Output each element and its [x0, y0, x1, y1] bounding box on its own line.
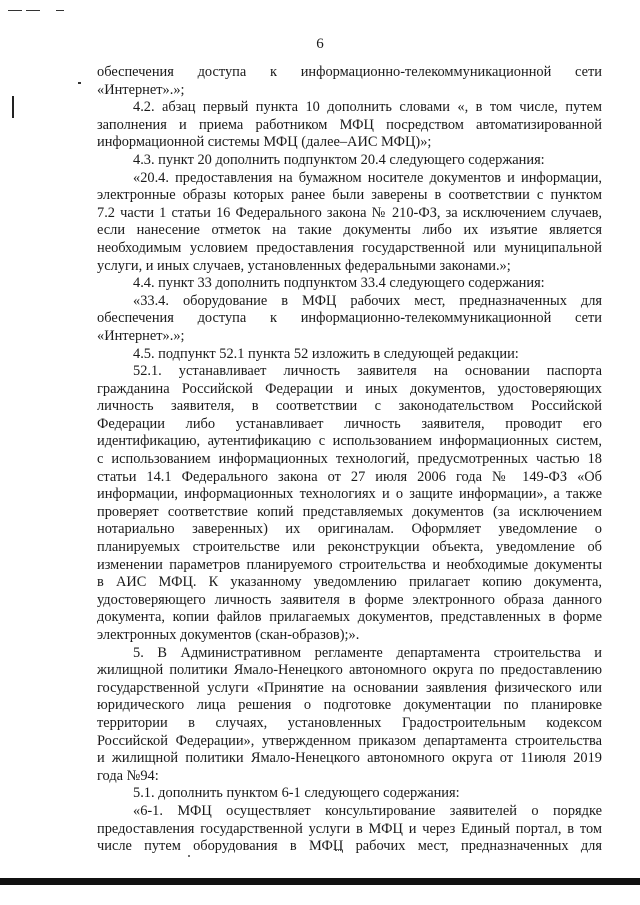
- text-line: числе путем оборудования в МФЦ рабочих мест, предназначенных для: [97, 838, 602, 855]
- text-line: 7.2 части 1 статьи 16 Федерального закона № 210-ФЗ, за исключением случаев,: [97, 204, 602, 221]
- text-line: документа, копии файлов прилагаемых документов, представленных в форме: [97, 609, 602, 626]
- text-line: личность заявителя, в соответствии с законодательством Российской: [97, 398, 602, 415]
- scan-bottom-edge: [0, 878, 640, 885]
- text-line: жилищной политики Ямало-Ненецкого автономного округа по предоставлению: [97, 662, 602, 679]
- text-line: информации, информационных технологиях и о защите информации», а также: [97, 486, 602, 503]
- text-line: и жилищной политики Ямало-Ненецкого автономного округа от 11июля 2019: [97, 750, 602, 767]
- text-line: 4.2. абзац первый пункта 10 дополнить словами «, в том числе, путем: [133, 99, 602, 116]
- text-line: «Интернет».»;: [97, 327, 185, 344]
- text-line: «Интернет».»;: [97, 81, 185, 98]
- text-line: нотариально заверенных) их оригиналам. Оформляет уведомление о: [97, 521, 602, 538]
- text-line: 4.4. пункт 33 дополнить подпунктом 33.4 следующего содержания:: [133, 275, 545, 292]
- text-line: 4.3. пункт 20 дополнить подпунктом 20.4 следующего содержания:: [133, 151, 545, 168]
- text-line: заполнения и приема работником МФЦ посредством автоматизированной: [97, 116, 602, 133]
- text-line: идентификацию, аутентификацию с использованием информационных систем,: [97, 433, 602, 450]
- text-line: 52.1. устанавливает личность заявителя на основании паспорта: [133, 363, 602, 380]
- text-line: услуги, и иных случаев, установленных федеральными законами.»;: [97, 257, 511, 274]
- text-line: «33.4. оборудование в МФЦ рабочих мест, предназначенных для: [133, 292, 602, 309]
- text-line: планируемых строительстве или реконструкции объекта, уведомление об: [97, 539, 602, 556]
- text-line: необходимым условием предоставления государственной или муниципальной: [97, 239, 602, 256]
- document-body: [97, 64, 602, 856]
- text-line: электронные образы которых ранее были заверены в соответствии с пунктом: [97, 187, 602, 204]
- text-line: проверяет соответствие копий представляемых документов (за исключением: [97, 503, 602, 520]
- text-line: года №94:: [97, 767, 159, 784]
- text-line: Российской Федерации», утвержденном приказом департамента строительства: [97, 732, 602, 749]
- text-line: удостоверяющего личность заявителя в форме электронного образа данного: [97, 591, 602, 608]
- text-line: электронных документов (скан-образов);».: [97, 627, 360, 643]
- text-line: Федерации либо устанавливает личность заявителя, проводит его: [97, 415, 602, 432]
- scan-speck: [188, 855, 190, 857]
- text-line: предоставления государственной услуги в МФЦ и через Единый портал, в том: [97, 820, 602, 837]
- text-line: государственной услуги «Принятие на основании заявления физического или: [97, 679, 602, 696]
- text-line: обеспечения доступа к информационно-телекоммуникационной сети: [97, 64, 602, 80]
- text-line: юридического лица решения о подготовке документации по планировке: [97, 697, 602, 714]
- text-line: 5. В Административном регламенте департамента строительства и: [133, 644, 602, 661]
- page-number: 6: [316, 36, 324, 52]
- scan-speck: [78, 82, 81, 84]
- text-line: «20.4. предоставления на бумажном носителе документов и информации,: [133, 169, 602, 186]
- scan-speck: [335, 850, 341, 853]
- text-line: территории в случаях, установленных Градостроительным кодексом: [97, 714, 602, 731]
- text-line: с использованием информационных технологий, предусмотренных частью 18: [97, 451, 602, 468]
- text-line: изменении параметров планируемого строительства и необходимые документы: [97, 556, 602, 573]
- text-line: статьи 14.1 Федерального закона от 27 июля 2006 года № 149-ФЗ «Об: [97, 468, 602, 485]
- text-line: 5.1. дополнить пунктом 6-1 следующего содержания:: [133, 785, 460, 802]
- text-line: если нанесение отметок на такие документы либо их изъятие является: [97, 222, 602, 239]
- text-line: 4.5. подпункт 52.1 пункта 52 изложить в следующей редакции:: [133, 345, 519, 362]
- text-line: обеспечения доступа к информационно-телекоммуникационной сети: [97, 310, 602, 327]
- text-line: гражданина Российской Федерации и иных документов, удостоверяющих: [97, 380, 602, 397]
- text-line: «6-1. МФЦ осуществляет консультирование заявителей о порядке: [133, 802, 602, 819]
- text-line: в АИС МФЦ. К указанному уведомлению прилагает копию документа,: [97, 574, 602, 591]
- scan-margin-mark: [12, 96, 14, 118]
- text-line: информационной системы МФЦ (далее–АИС МФЦ)»;: [97, 134, 432, 151]
- scan-corner-marks: [8, 10, 68, 14]
